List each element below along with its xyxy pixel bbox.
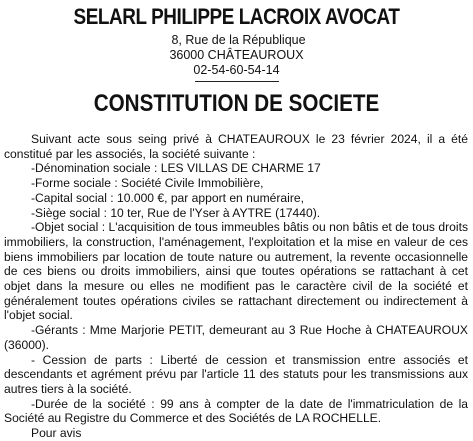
gerants-paragraph: -Gérants : Mme Marjorie PETIT, demeurant au 3 Rue Hoche à CHATEAUROUX (36000). (4, 323, 468, 352)
objet-paragraph: -Objet social : L'acquisition de tous immeubles bâtis ou non bâtis et de tous droits immobiliers, la construction, l'aménagement, l'exploitation et la mise en valeur de ces biens immobiliers par location de toute nature ou autrement, la revente occasionnelle de ces biens ou droits immobiliers, ainsi que toutes opérations se rattachant à cet objet dans la mesure ou elles ne modifient pas le caractère civil de la société et généralement toutes opérations civiles se rattachant directement ou indirectement à l'objet social. (4, 220, 468, 323)
header-divider (195, 81, 279, 82)
firm-name: SELARL PHILIPPE LACROIX AVOCAT (73, 4, 400, 29)
duree-paragraph: -Durée de la société : 99 ans à compter de la date de l'immatriculation de la Société au Registre du Commerce et des Sociétés de LA ROCHELLE. (4, 396, 468, 426)
denomination-line: -Dénomination sociale : LES VILLAS DE CHARME 17 (31, 161, 321, 176)
notice-body (4, 132, 468, 441)
notice-title: CONSTITUTION DE SOCIETE (93, 90, 380, 117)
siege-line: -Siège social : 10 ter, Rue de l'Yser à AYTRE (17440). (31, 205, 321, 220)
address-city: 36000 CHÂTEAUROUX (169, 48, 304, 62)
capital-line: -Capital social : 10.000 €, par apport en numéraire, (31, 190, 304, 205)
forme-line: -Forme sociale : Société Civile Immobilière, (31, 176, 264, 191)
closing-line: Pour avis (31, 426, 82, 441)
cession-paragraph: - Cession de parts : Liberté de cession et transmission entre associés et descendants et agrément prévu par l'article 11 des statuts pour les transmissions aux autres tiers à la société. (4, 352, 468, 396)
phone-number: 02-54-60-54-14 (193, 63, 280, 77)
address-street: 8, Rue de la République (171, 33, 306, 47)
intro-paragraph: Suivant acte sous seing privé à CHATEAUROUX le 23 février 2024, il a été constitué par les associés, la société suivante : (4, 132, 468, 161)
